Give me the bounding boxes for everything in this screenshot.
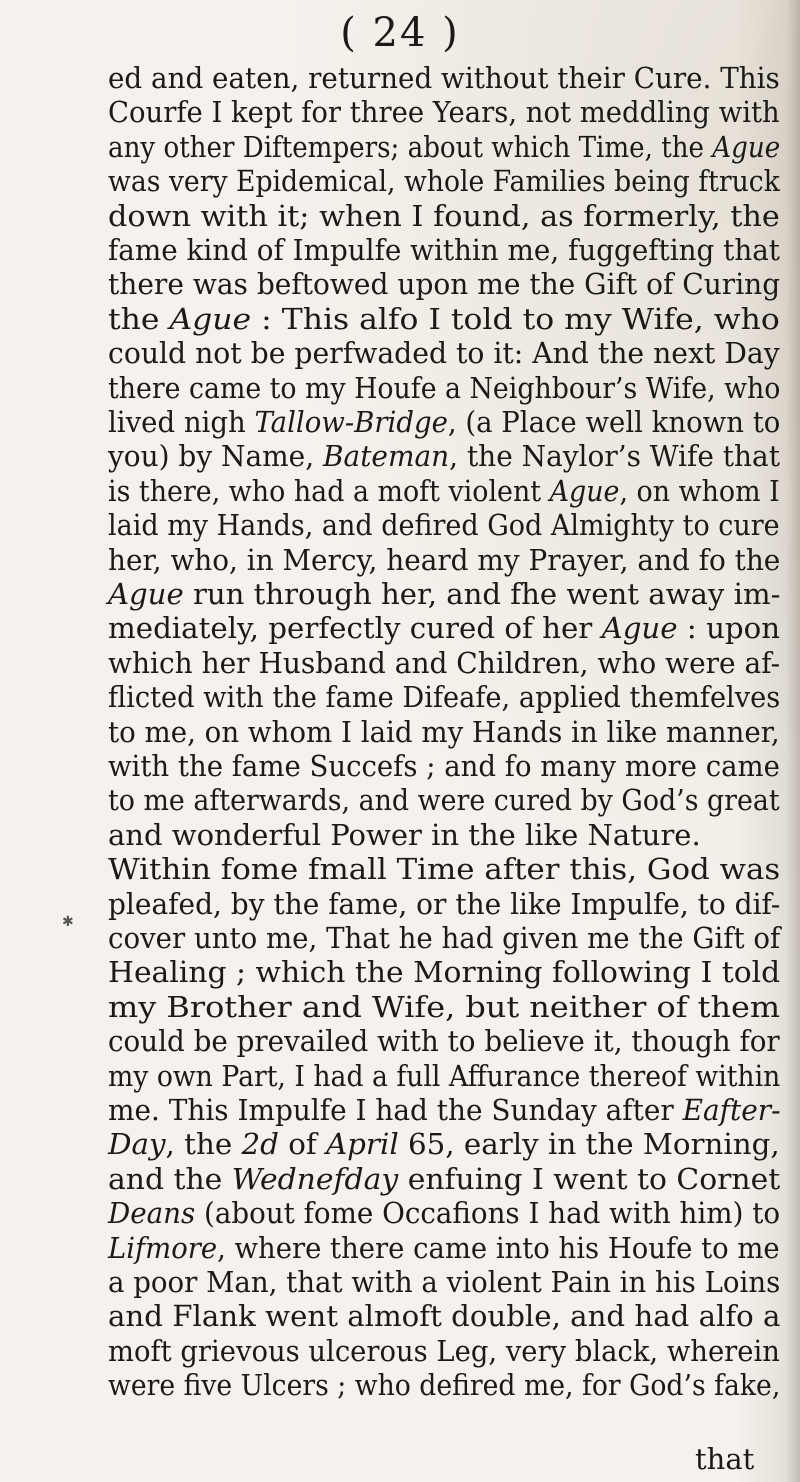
text-run: the: [108, 301, 170, 336]
text-run: mediately, perfectly cured of her: [108, 611, 602, 646]
text-run: and Flank went almoft double, and had alfo a: [108, 1299, 781, 1334]
text-run: which her Husband and Children, who were af-: [108, 645, 781, 680]
text-run: and wonderful Power in the like Nature.: [108, 817, 701, 852]
text-run: any other Diftempers; about which Time, the: [108, 129, 713, 164]
text-run: down with it; when I found, as formerly, the: [108, 198, 780, 233]
text-run: enfuing I went to Cornet: [398, 1161, 781, 1196]
text-run: , the: [165, 1127, 242, 1162]
text-run: , on whom I: [619, 473, 780, 508]
text-run: were five Ulcers ; who defired me, for God’s fake,: [108, 1368, 781, 1403]
italic-word: Wednefday: [231, 1161, 399, 1196]
text-run: flicted with the fame Difeafe, applied themfelves: [108, 680, 781, 715]
text-run: cover unto me, That he had given me the Gift of: [108, 921, 781, 955]
text-run: my own Part, I had a full Affurance thereof within: [108, 1058, 781, 1093]
text-run: to me afterwards, and were cured by God’s great: [108, 783, 780, 818]
italic-word: Bateman: [322, 439, 450, 474]
italic-word: April: [326, 1127, 399, 1162]
text-run: could be prevailed with to believe it, though for: [108, 1024, 780, 1059]
text-run: fame kind of Impulfe within me, fuggefting that: [108, 233, 780, 267]
text-run: Within fome fmall Time after this, God was: [108, 852, 781, 887]
text-run: lived nigh: [108, 405, 255, 439]
ink-speck: ✱: [62, 914, 74, 930]
italic-word: Ague: [549, 473, 620, 508]
text-run: (about fome Occafions I had with him) to: [195, 1196, 781, 1231]
text-run: with the fame Succefs ; and fo many more came: [108, 749, 780, 783]
italic-word: Lifmore: [108, 1230, 218, 1265]
italic-word: Tallow-Bridge: [254, 405, 448, 439]
text-run: run through her, and fhe went away im-: [183, 577, 781, 611]
text-run: there came to my Houfe a Neighbour’s Wife, who: [108, 370, 781, 405]
text-run: : upon: [677, 611, 781, 646]
italic-word: Ague: [169, 301, 252, 336]
text-run: her, who, in Mercy, heard my Prayer, and fo the: [108, 542, 781, 577]
text-run: was very Epidemical, whole Families being ftruck: [108, 164, 780, 199]
italic-word: Ague: [601, 611, 678, 646]
text-run: : This alfo I told to my Wife, who: [251, 301, 780, 336]
text-run: ed and eaten, returned without their Cure. This: [108, 61, 780, 95]
text-run: my Brother and Wife, but neither of them: [108, 989, 781, 1024]
page-number: ( 24 ): [340, 10, 460, 56]
text-run: , where there came into his Houfe to me: [217, 1230, 780, 1265]
italic-word: Day: [108, 1127, 166, 1162]
text-line: [108, 1365, 780, 1405]
text-run: there was beftowed upon me the Gift of Curing: [108, 267, 781, 302]
text-run: of: [278, 1127, 327, 1162]
text-run: , the Naylor’s Wife that: [449, 439, 780, 474]
text-run: you) by Name,: [108, 439, 323, 474]
italic-word: Ague: [712, 129, 781, 164]
text-run: a poor Man, that with a violent Pain in his Loins: [108, 1265, 781, 1299]
italic-word: Ague: [108, 577, 184, 611]
text-run: 65, early in the Morning,: [398, 1127, 780, 1162]
italic-word: 2d: [241, 1127, 279, 1162]
text-run: Healing ; which the Morning following I told: [108, 955, 781, 990]
text-run: , (a Place well known to: [447, 405, 781, 439]
page-edge-shadow: [786, 0, 800, 1482]
text-run: is there, who had a moft violent: [108, 473, 550, 508]
text-run: me. This Impulfe I had the Sunday after: [108, 1093, 683, 1127]
text-run: laid my Hands, and defired God Almighty to cure: [108, 508, 780, 543]
text-run: could not be perfwaded to it: And the next Day: [108, 336, 780, 371]
text-run: to me, on whom I laid my Hands in like manner,: [108, 714, 780, 749]
catchword: that: [695, 1442, 755, 1476]
text-run: Courfe I kept for three Years, not meddling with: [108, 95, 780, 130]
text-run: and the: [108, 1161, 232, 1196]
text-run: moft grievous ulcerous Leg, very black, wherein: [108, 1333, 780, 1368]
text-run: pleafed, by the fame, or the like Impulfe, to dif-: [108, 886, 781, 921]
italic-word: Deans: [108, 1196, 196, 1231]
italic-word: Eafter-: [682, 1093, 781, 1127]
